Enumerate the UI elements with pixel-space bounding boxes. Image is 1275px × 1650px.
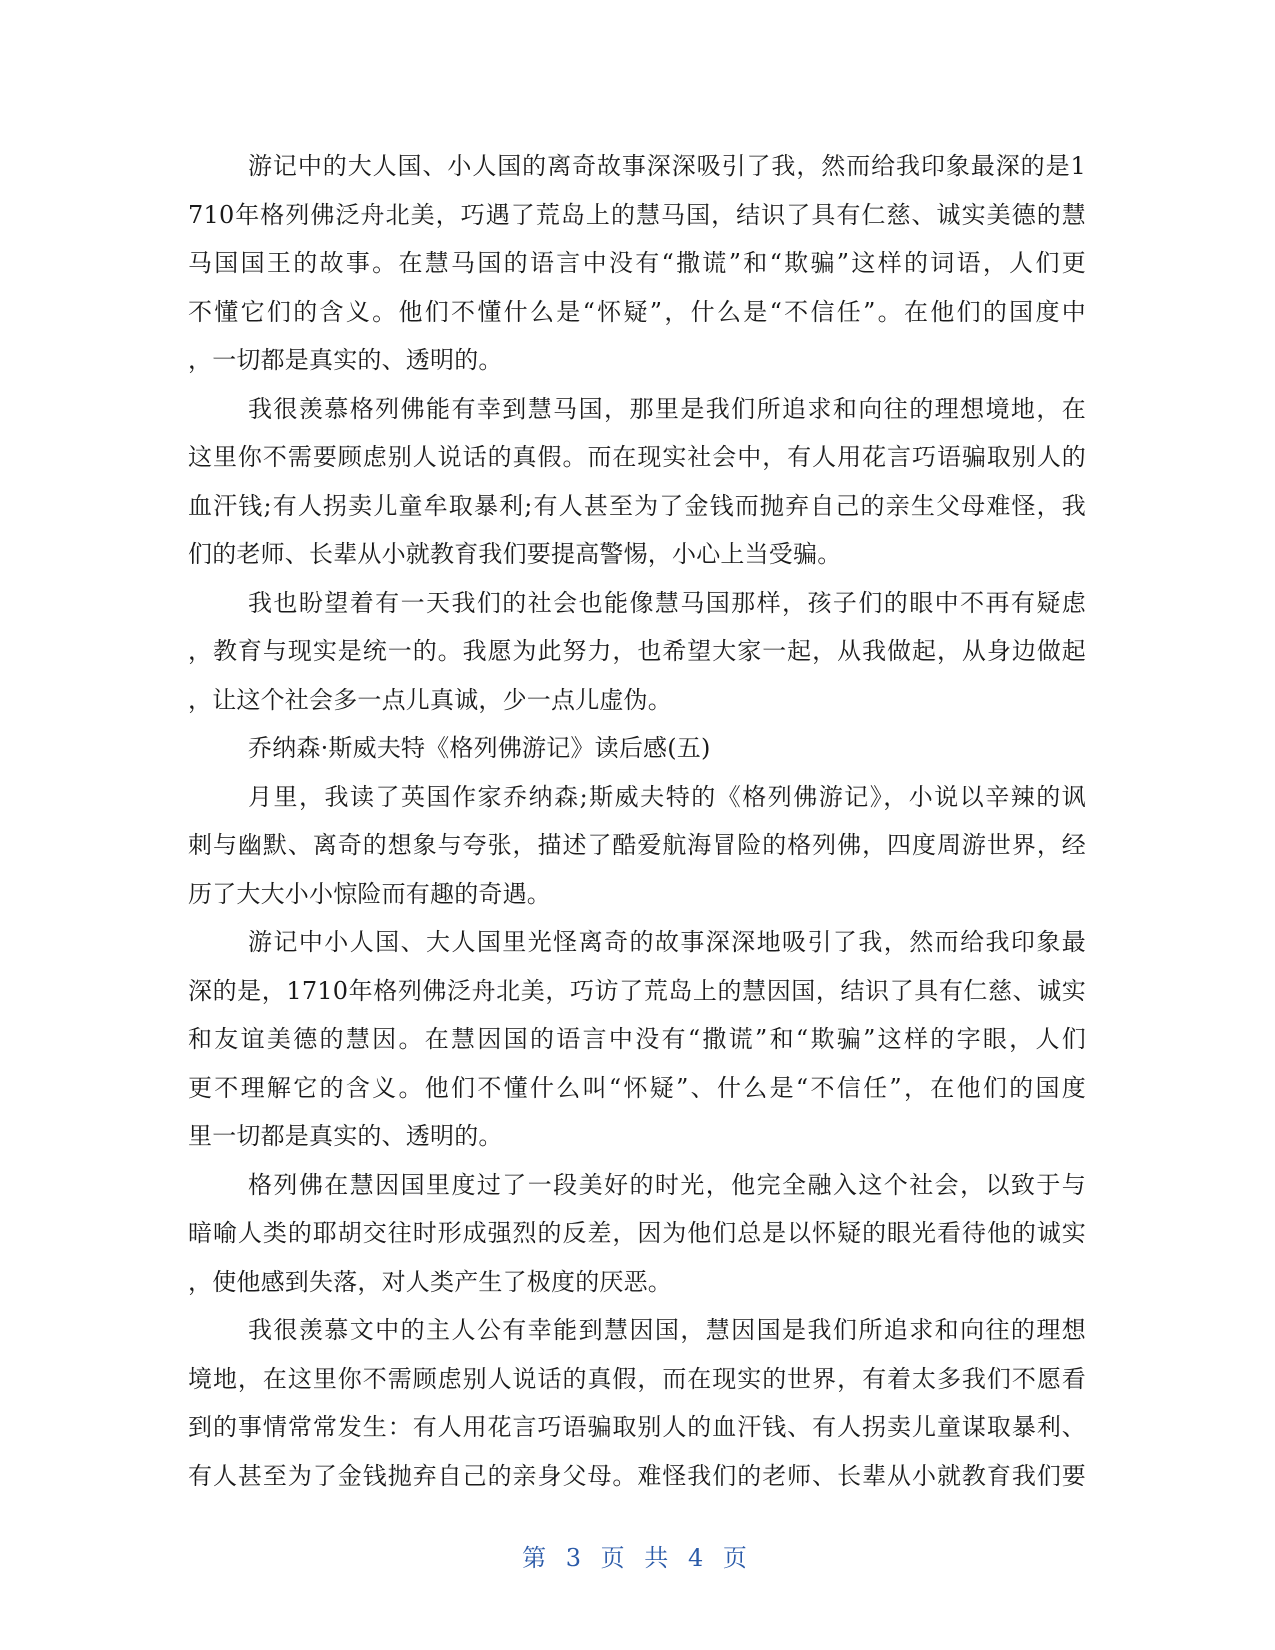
text-line: 们的老师、长辈从小就教育我们要提高警惕，小心上当受骗。 — [188, 540, 842, 568]
text-line: ，让这个社会多一点儿真诚，少一点儿虚伪。 — [188, 685, 672, 714]
text-line: ，一切都是真实的、透明的。 — [188, 346, 503, 374]
text-line: 暗喻人类的耶胡交往时形成强烈的反差，因为他们总是以怀疑的眼光看待他的诚实 — [188, 1219, 1086, 1247]
text-line: 血汗钱;有人拐卖儿童牟取暴利;有人甚至为了金钱而抛弃自己的亲生父母难怪，我 — [188, 491, 1086, 520]
text-line: 境地，在这里你不需顾虑别人说话的真假，而在现实的世界，有着太多我们不愿看 — [188, 1364, 1086, 1393]
text-line: 游记中的大人国、小人国的离奇故事深深吸引了我，然而给我印象最深的是1 — [248, 152, 1086, 180]
text-line: 马国国王的故事。在慧马国的语言中没有“撒谎”和“欺骗”这样的词语，人们更 — [188, 249, 1086, 277]
text-line: 到的事情常常发生：有人用花言巧语骗取别人的血汗钱、有人拐卖儿童谋取暴利、 — [188, 1413, 1086, 1441]
paragraph — [188, 579, 1086, 725]
page-footer: 第 3 页 共 4 页 — [522, 1544, 753, 1572]
paragraph — [188, 385, 1086, 579]
text-line: 这里你不需要顾虑别人说话的真假。而在现实社会中，有人用花言巧语骗取别人的 — [188, 443, 1086, 471]
text-line: 和友谊美德的慧因。在慧因国的语言中没有“撒谎”和“欺骗”这样的字眼，人们 — [188, 1025, 1086, 1053]
text-line: 有人甚至为了金钱抛弃自己的亲身父母。难怪我们的老师、长辈从小就教育我们要 — [188, 1461, 1086, 1490]
text-line: ，使他感到失落，对人类产生了极度的厌恶。 — [188, 1267, 672, 1296]
text-line: 710年格列佛泛舟北美，巧遇了荒岛上的慧马国，结识了具有仁慈、诚实美德的慧 — [188, 200, 1086, 229]
paragraph — [188, 724, 1086, 773]
text-line: 我很羡慕格列佛能有幸到慧马国，那里是我们所追求和向往的理想境地，在 — [248, 394, 1086, 423]
paragraph — [188, 142, 1086, 385]
text-line: 历了大大小小惊险而有趣的奇遇。 — [188, 879, 551, 908]
text-line: 月里，我读了英国作家乔纳森;斯威夫特的《格列佛游记》，小说以辛辣的讽 — [248, 782, 1086, 811]
paragraph — [188, 1161, 1086, 1307]
text-line: 游记中小人国、大人国里光怪离奇的故事深深地吸引了我，然而给我印象最 — [248, 928, 1086, 956]
text-line: 不懂它们的含义。他们不懂什么是“怀疑”，什么是“不信任”。在他们的国度中 — [188, 297, 1086, 326]
paragraph — [188, 1306, 1086, 1500]
paragraph — [188, 773, 1086, 919]
text-line: ，教育与现实是统一的。我愿为此努力，也希望大家一起，从我做起，从身边做起 — [188, 637, 1086, 665]
text-line: 更不理解它的含义。他们不懂什么叫“怀疑”、什么是“不信任”，在他们的国度 — [188, 1073, 1086, 1102]
text-line: 我很羡慕文中的主人公有幸能到慧因国，慧因国是我们所追求和向往的理想 — [248, 1316, 1086, 1344]
text-line: 我也盼望着有一天我们的社会也能像慧马国那样，孩子们的眼中不再有疑虑 — [248, 588, 1086, 617]
document-body — [188, 142, 1086, 1500]
paragraph — [188, 918, 1086, 1161]
text-line: 刺与幽默、离奇的想象与夸张，描述了酷爱航海冒险的格列佛，四度周游世界，经 — [188, 831, 1086, 859]
text-line: 乔纳森·斯威夫特《格列佛游记》读后感(五) — [248, 734, 711, 762]
text-line: 深的是，1710年格列佛泛舟北美，巧访了荒岛上的慧因国，结识了具有仁慈、诚实 — [188, 976, 1086, 1005]
text-line: 格列佛在慧因国里度过了一段美好的时光，他完全融入这个社会，以致于与 — [248, 1170, 1086, 1199]
text-line: 里一切都是真实的、透明的。 — [188, 1122, 503, 1150]
